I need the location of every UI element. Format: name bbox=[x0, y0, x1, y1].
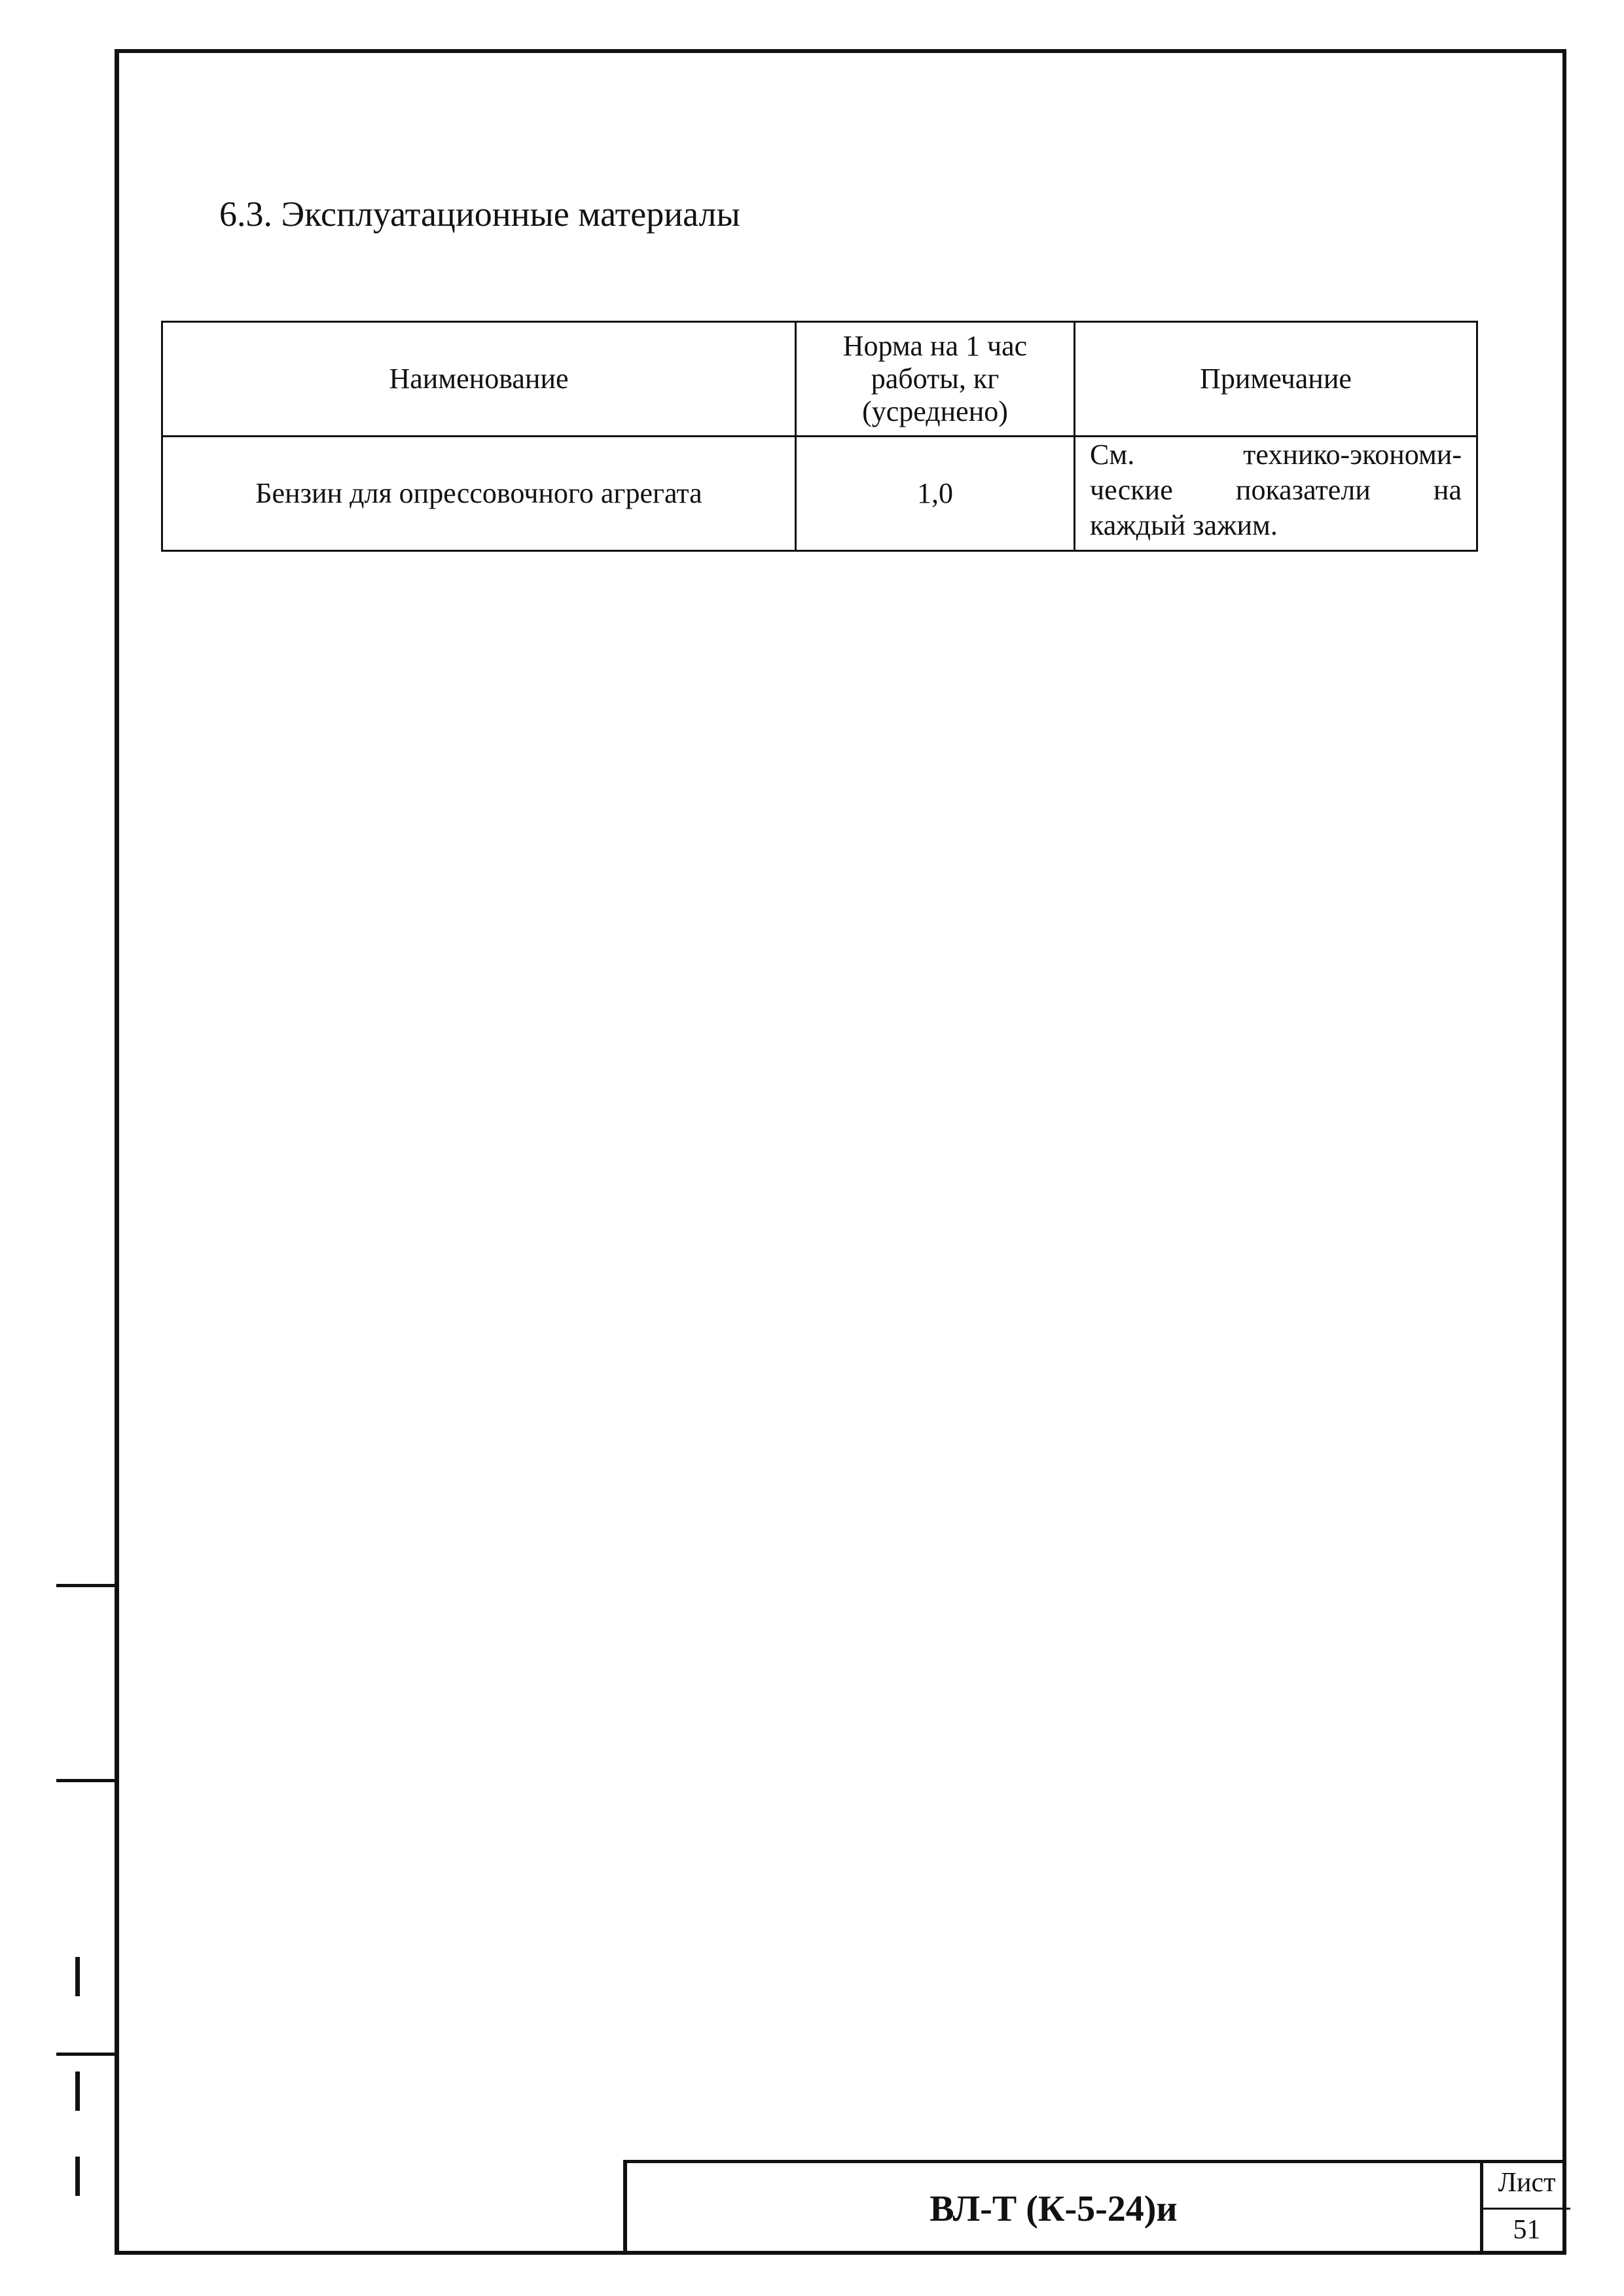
note-line1: См. технико-экономи- bbox=[1090, 439, 1462, 471]
header-norm-line3: (усреднено) bbox=[862, 395, 1008, 427]
note-line2: ческие показатели на bbox=[1090, 474, 1462, 506]
cell-name: Бензин для опрессовочного агрегата bbox=[162, 437, 796, 551]
header-note-label: Примечание bbox=[1200, 363, 1352, 395]
binding-stub-top bbox=[56, 1584, 117, 1780]
binding-stub-bar bbox=[75, 2157, 80, 2196]
header-note bbox=[1075, 322, 1477, 437]
sheet-number: 51 bbox=[1513, 2215, 1541, 2245]
table-row bbox=[162, 437, 1477, 551]
header-norm bbox=[796, 322, 1075, 437]
binding-stub-low bbox=[56, 2053, 117, 2255]
sheet-label: Лист bbox=[1498, 2168, 1556, 2198]
materials-table bbox=[161, 321, 1478, 552]
cell-norm: 1,0 bbox=[796, 437, 1075, 551]
binding-stub-mid bbox=[56, 1779, 117, 2054]
title-block bbox=[623, 2160, 1566, 2255]
table-header-row bbox=[162, 322, 1477, 437]
cell-note bbox=[1075, 437, 1477, 551]
note-line3: каждый зажим. bbox=[1090, 509, 1278, 541]
binding-stub-bar bbox=[75, 1957, 80, 1996]
binding-stub-bar bbox=[75, 2072, 80, 2111]
header-norm-line2: работы, кг bbox=[871, 363, 1000, 395]
header-name-label: Наименование bbox=[389, 363, 569, 395]
header-name bbox=[162, 322, 796, 437]
header-norm-line1: Норма на 1 час bbox=[842, 330, 1028, 362]
sheet-box bbox=[1480, 2163, 1570, 2255]
section-title: 6.3. Эксплуатационные материалы bbox=[219, 194, 740, 234]
document-code: ВЛ-Т (К-5-24)и bbox=[929, 2189, 1178, 2229]
sheet-divider bbox=[1483, 2208, 1570, 2210]
